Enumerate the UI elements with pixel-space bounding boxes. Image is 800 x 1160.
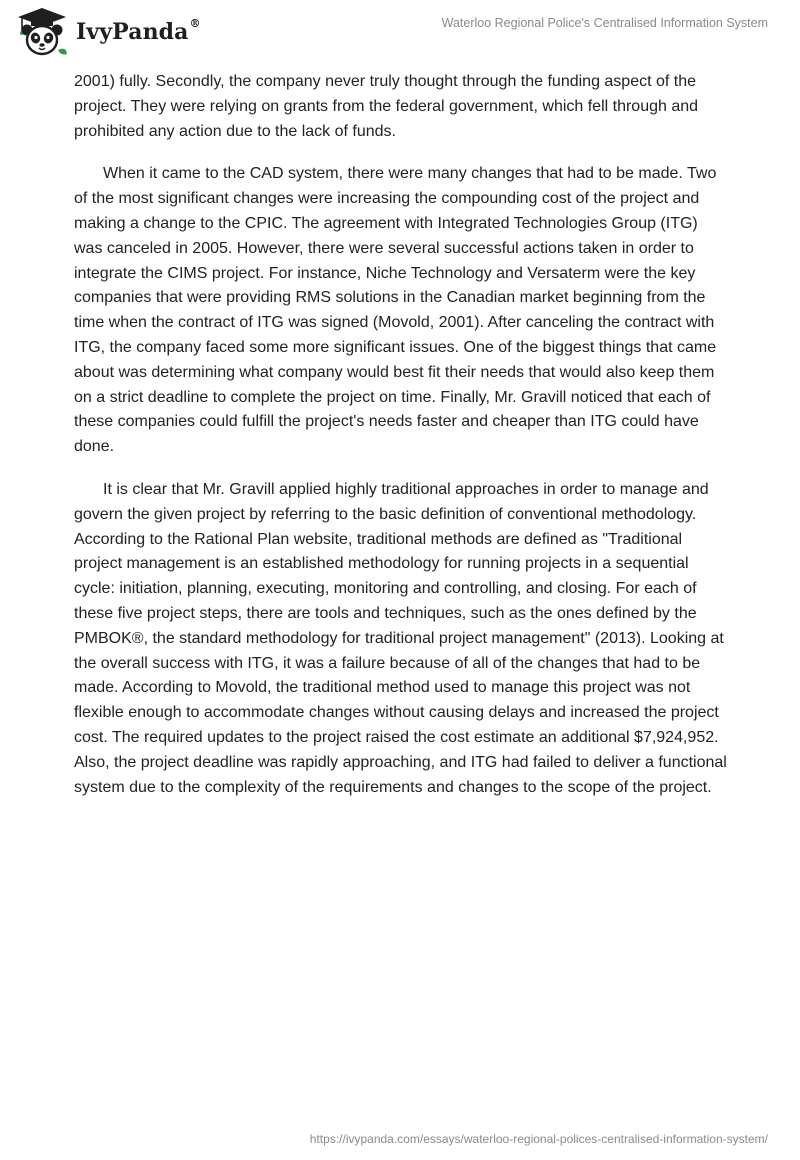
source-url[interactable]: https://ivypanda.com/essays/waterloo-regional-polices-centralised-information-system/ — [309, 1132, 768, 1146]
brand-logo[interactable] — [14, 6, 201, 58]
page-header — [0, 0, 800, 62]
paragraph: 2001) fully. Secondly, the company never truly thought through the funding aspect of the project. They were relying on grants from the federal government, which fell through and prohibited any action due to the lack of funds. — [74, 73, 699, 140]
paragraph: When it came to the CAD system, there were many changes that had to be made. Two of the most significant changes were increasing the compounding cost of the project and making a change to the CPIC. The agreement with Integrated Technologies Group (ITG) was canceled in 2005. However, there were several successful actions taken in order to integrate the CIMS project. For instance, Niche Technology and Versaterm were the key companies that were providing RMS solutions in the Canadian market beginning from the time when the contract of ITG was signed (Movold, 2001). After canceling the contract with ITG, the company faced some more significant issues. One of the biggest things that came about was determining what company would best fit their needs that would also keep them on a strict deadline to complete the project on time. Finally, Mr. Gravill noticed that each of these companies could fulfill the project's needs faster and cheaper than ITG could have done. — [74, 165, 717, 456]
essay-body — [74, 70, 728, 818]
panda-graduate-icon — [14, 6, 70, 58]
document-title: Waterloo Regional Police's Centralised Information System — [441, 16, 768, 30]
paragraph: It is clear that Mr. Gravill applied highly traditional approaches in order to manage and govern the given project by referring to the basic definition of conventional methodology. According to the Rational Plan website, traditional methods are defined as "Traditional project management is an established methodology for running projects in a sequential cycle: initiation, planning, executing, monitoring and controlling, and closing. For each of these five project steps, there are tools and techniques, such as the ones defined by the PMBOK®, the standard methodology for traditional project management" (2013). Looking at the overall success with ITG, it was a failure because of all of the changes that had to be made. According to Movold, the traditional method used to manage this project was not flexible enough to accommodate changes without causing delays and increased the project cost. The required updates to the project raised the cost estimate an additional $7,924,952. Also, the project deadline was rapidly approaching, and ITG had failed to deliver a functional system due to the complexity of the requirements and changes to the scope of the project. — [74, 480, 727, 796]
brand-name: IvyPanda® — [76, 17, 201, 45]
registered-mark: ® — [189, 17, 201, 30]
